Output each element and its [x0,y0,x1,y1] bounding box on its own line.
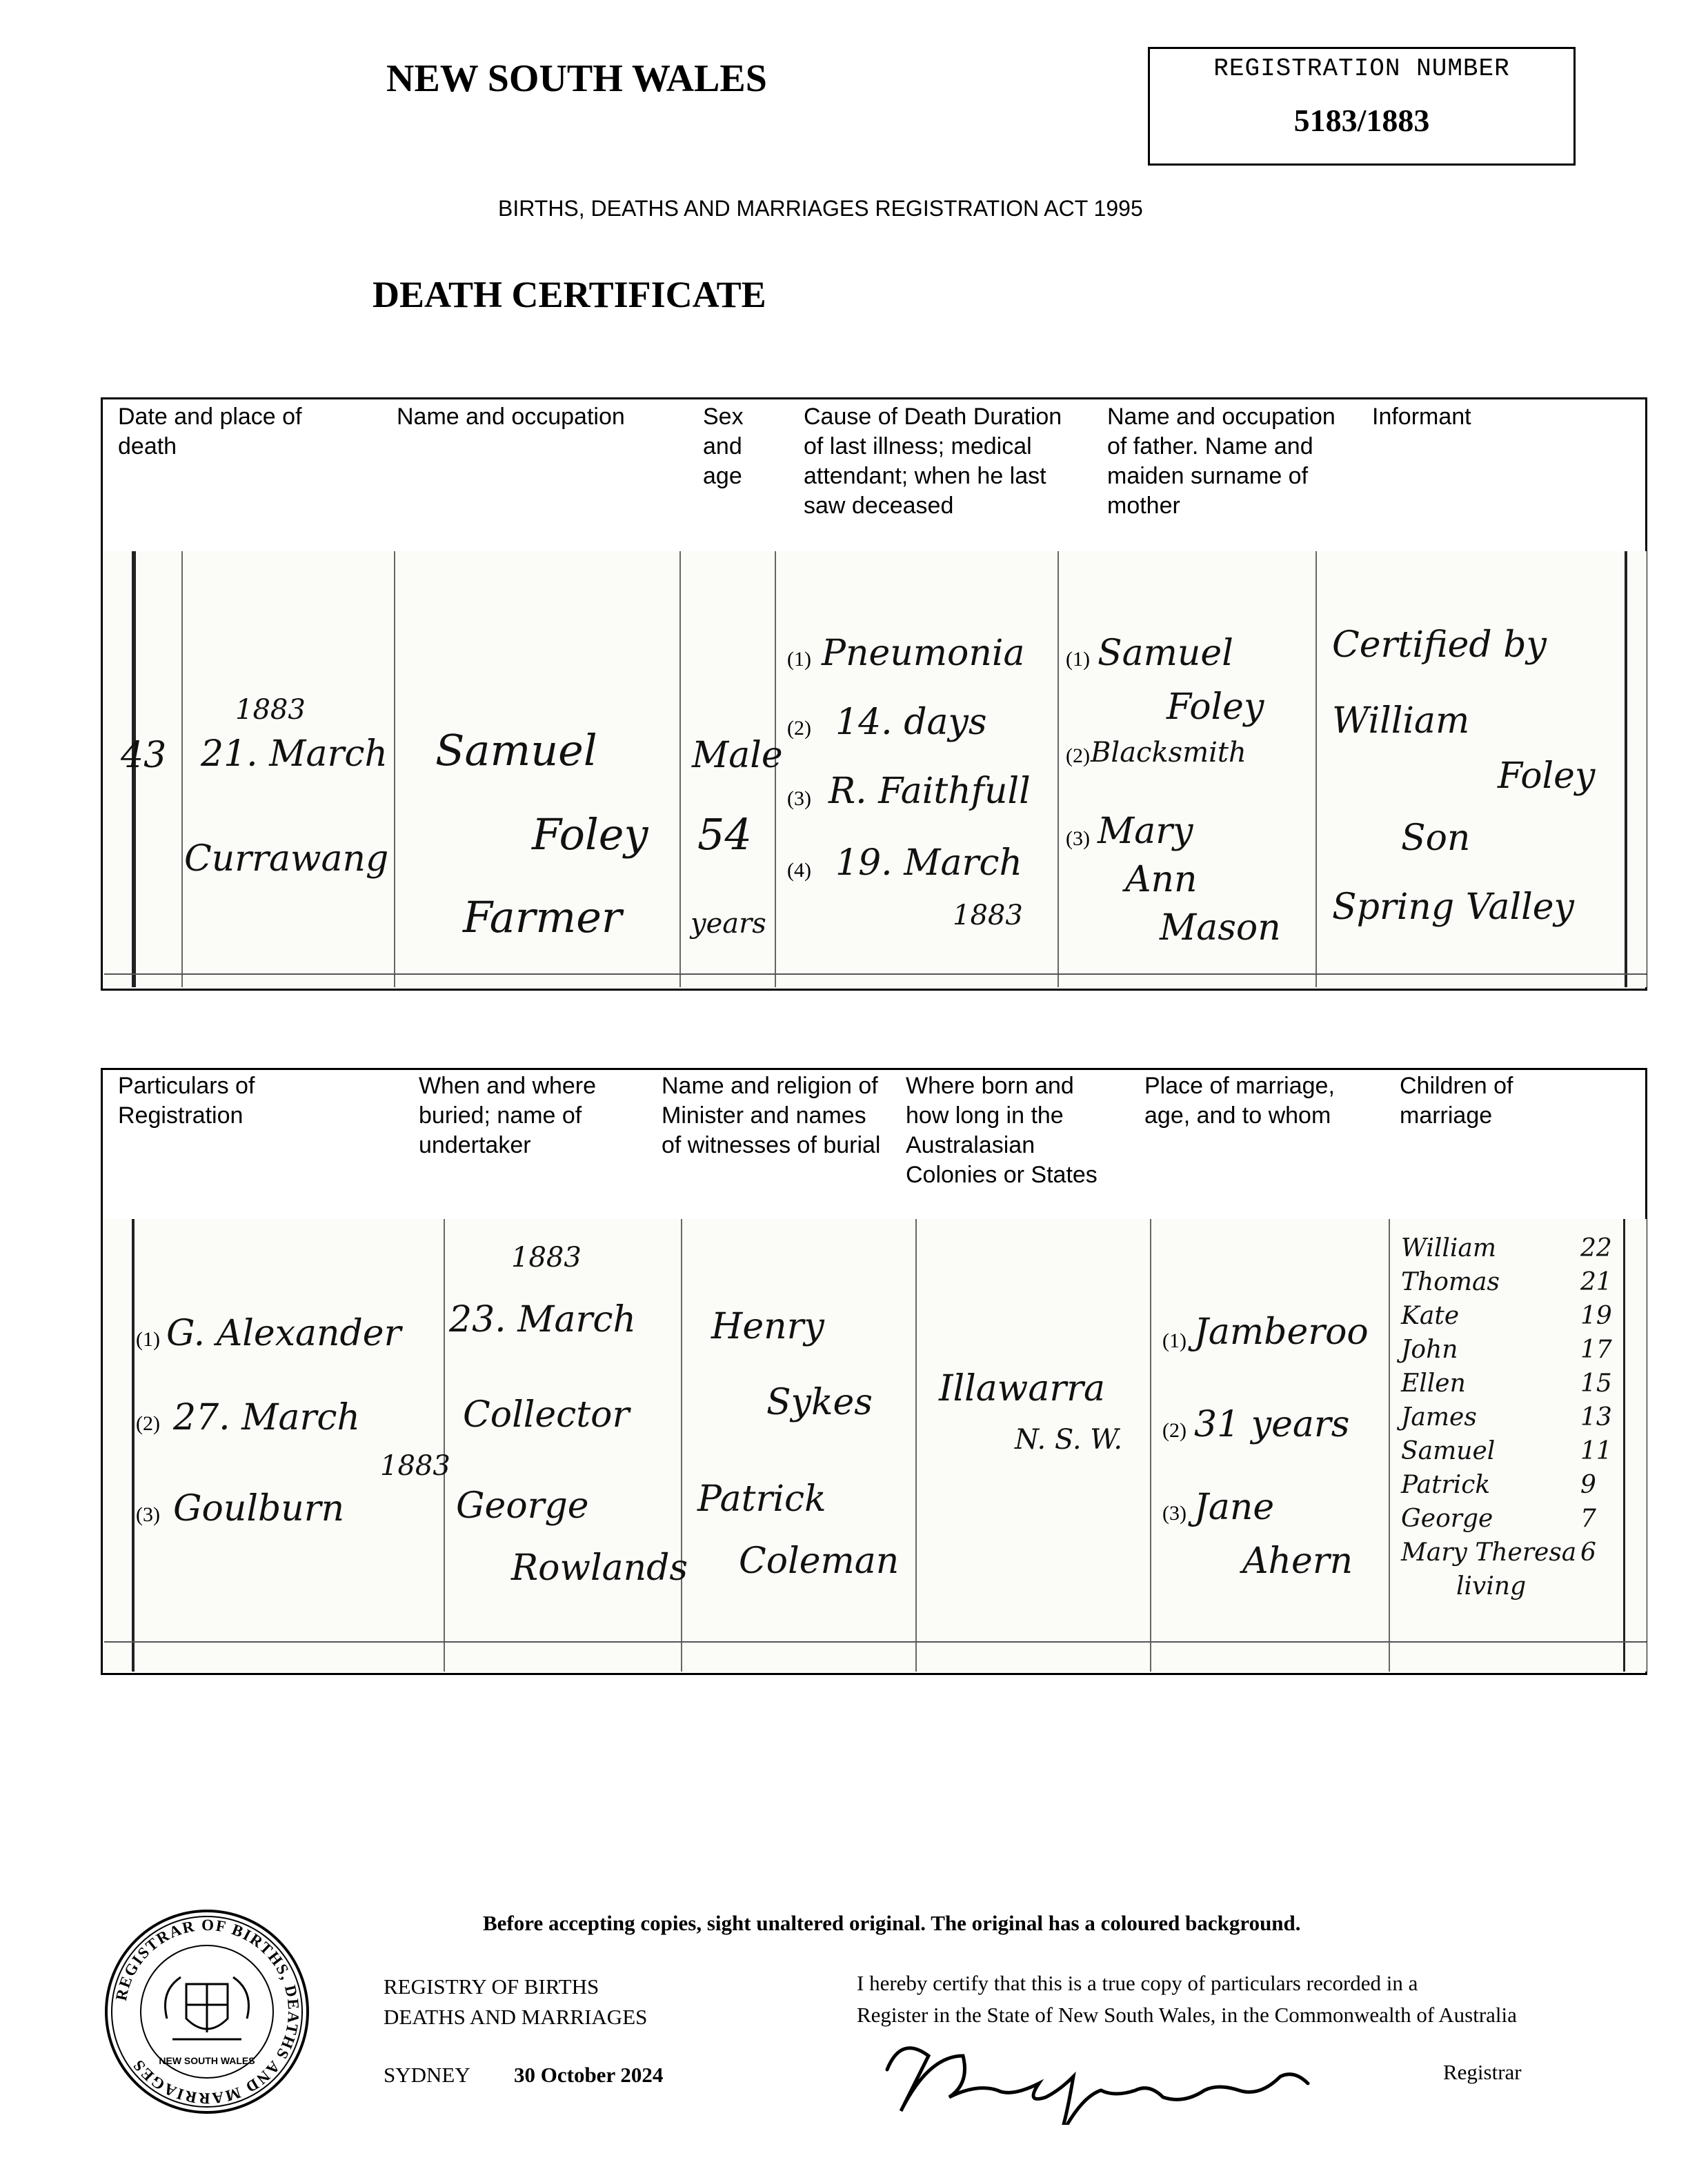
state-title: NEW SOUTH WALES [386,57,767,100]
child-age: 7 [1580,1505,1596,1533]
child-name: William [1401,1234,1497,1262]
child-name: Mary Theresa [1401,1538,1577,1567]
col-header-children: Children of marriage [1400,1073,1513,1129]
child-age: 13 [1580,1403,1612,1431]
informant-line-2: William [1332,700,1470,742]
registration-label: REGISTRATION NUMBER [1213,55,1510,83]
registrar-name: G. Alexander [166,1313,401,1354]
registration-number: 5183/1883 [1293,103,1430,138]
father-label-1: (1) [1066,648,1090,671]
mother-name-1: Mary [1098,811,1193,852]
child-age: 15 [1580,1369,1612,1398]
act-title: BIRTHS, DEATHS AND MARRIAGES REGISTRATION ACT 1995 [498,196,1143,221]
certification-statement [857,1968,1517,2031]
col-header-informant: Informant [1372,404,1471,430]
child-name: George [1401,1505,1493,1533]
authenticity-note: Before accepting copies, sight unaltered original. The original has a coloured background. [483,1911,1301,1935]
reg-label-1: (1) [136,1328,160,1351]
col-header-burial: When and where buried; name of undertaker [419,1073,597,1158]
col-header-father-mother: Name and occupation of father. Name and maiden surname of mother [1107,404,1335,519]
cause-label-3: (3) [787,787,811,810]
deceased-last-name: Foley [532,809,648,860]
burial-date: 23. March [449,1299,636,1340]
father-occupation: Blacksmith [1091,737,1247,769]
marriage-label-1: (1) [1162,1329,1186,1352]
entry-number: 43 [121,735,167,776]
death-details-table [101,397,1647,991]
father-label-2: (2) [1066,744,1090,767]
registrar-seal [103,1908,310,2119]
registry-line-1: REGISTRY OF BIRTHS [384,1974,599,1999]
child-name: James [1401,1403,1477,1431]
col-header-marriage: Place of marriage, age, and to whom [1144,1073,1335,1129]
col-header-cause: Cause of Death Duration of last illness; medical attendant; when he last saw deceased [804,404,1062,519]
informant-line-1: Certified by [1332,624,1547,666]
undertaker-first: George [456,1485,589,1527]
medical-attendant: R. Faithfull [828,771,1031,812]
registration-year: 1883 [380,1450,450,1482]
witness-last: Coleman [739,1540,900,1582]
col-header-registration: Particulars of Registration [118,1073,255,1129]
death-date: 21. March [201,733,388,775]
child-name: Thomas [1401,1268,1500,1296]
deceased-sex: Male [692,735,783,776]
informant-line-4: Son [1401,818,1471,859]
issue-place: SYDNEY [384,2063,470,2087]
registration-place: Goulburn [173,1488,345,1529]
registrar-signature [873,2028,1398,2128]
child-name: Kate [1401,1302,1460,1330]
seal-ring-text: REGISTRAR OF BIRTHS, DEATHS AND MARRIAGES [112,1916,303,2108]
child-age: 21 [1580,1268,1612,1296]
reg-label-3: (3) [136,1503,160,1526]
col-header-sex-age: Sex and age [703,404,744,489]
age-unit: years [691,908,766,940]
child-age: 22 [1580,1234,1612,1262]
death-year: 1883 [235,694,306,726]
undertaker-last: Rowlands [511,1547,688,1589]
signature-icon [873,2028,1398,2125]
col-header-minister: Name and religion of Minister and names of witnesses of burial [662,1073,881,1158]
certification-line-2: Register in the State of New South Wales, in the Commonwealth of Australia [857,2003,1517,2027]
register-scan [104,1219,1647,1672]
child-name: John [1401,1336,1458,1364]
birthplace: Illawarra [939,1368,1106,1409]
certification-line-1: I hereby certify that this is a true copy of particulars recorded in a [857,1971,1418,1995]
cause-of-death: Pneumonia [822,633,1025,674]
minister-first: Henry [711,1306,824,1347]
deceased-occupation: Farmer [463,892,622,942]
registration-details-table [101,1068,1647,1675]
child-age: 9 [1580,1471,1596,1499]
mother-label-3: (3) [1066,827,1090,850]
child-name: Samuel [1401,1437,1496,1465]
col-header-date-place: Date and place of death [118,404,302,459]
child-age: 6 [1580,1538,1596,1567]
minister-last: Sykes [766,1382,873,1423]
children-note: living [1456,1572,1527,1601]
child-age: 17 [1580,1336,1612,1364]
deceased-first-name: Samuel [435,725,597,775]
registry-line-2: DEATHS AND MARRIAGES [384,2005,648,2029]
register-scan [104,551,1647,987]
issue-date: 30 October 2024 [514,2063,664,2087]
undertaker-role: Collector [463,1394,630,1436]
last-seen-year: 1883 [953,900,1023,931]
informant-line-3: Foley [1498,755,1596,797]
birthplace-state: N. S. W. [1015,1424,1123,1456]
father-first-name: Samuel [1098,633,1233,674]
burial-year: 1883 [511,1242,582,1274]
informant-line-5: Spring Valley [1332,886,1574,928]
cause-label-2: (2) [787,717,811,740]
col-header-name-occupation: Name and occupation [397,404,625,430]
child-name: Ellen [1401,1369,1466,1398]
registration-date: 27. March [173,1397,360,1438]
mother-name-3: Mason [1160,907,1281,949]
deceased-age: 54 [697,809,752,860]
death-place: Currawang [184,838,389,880]
seal-inner-text: NEW SOUTH WALES [159,2055,255,2066]
father-last-name: Foley [1166,686,1264,728]
illness-duration: 14. days [835,702,987,743]
cause-label-1: (1) [787,648,811,671]
mother-name-2: Ann [1125,859,1198,900]
seal-icon [103,1908,310,2115]
marriage-label-3: (3) [1162,1502,1186,1525]
marriage-age: 31 years [1194,1404,1350,1445]
registry-name [384,1972,647,2032]
document-title: DEATH CERTIFICATE [373,274,766,315]
registrar-title: Registrar [1443,2060,1522,2084]
last-seen-date: 19. March [835,842,1022,884]
spouse-last: Ahern [1242,1540,1353,1582]
reg-label-2: (2) [136,1412,160,1435]
col-header-birthplace: Where born and how long in the Australasian Colonies or States [906,1073,1098,1188]
registration-box [1148,47,1576,166]
child-name: Patrick [1401,1471,1491,1499]
cause-label-4: (4) [787,859,811,882]
marriage-place: Jamberoo [1194,1311,1369,1353]
witness-first: Patrick [697,1478,826,1520]
marriage-label-2: (2) [1162,1419,1186,1442]
spouse-first: Jane [1194,1487,1275,1528]
child-age: 11 [1580,1437,1612,1465]
child-age: 19 [1580,1302,1612,1330]
